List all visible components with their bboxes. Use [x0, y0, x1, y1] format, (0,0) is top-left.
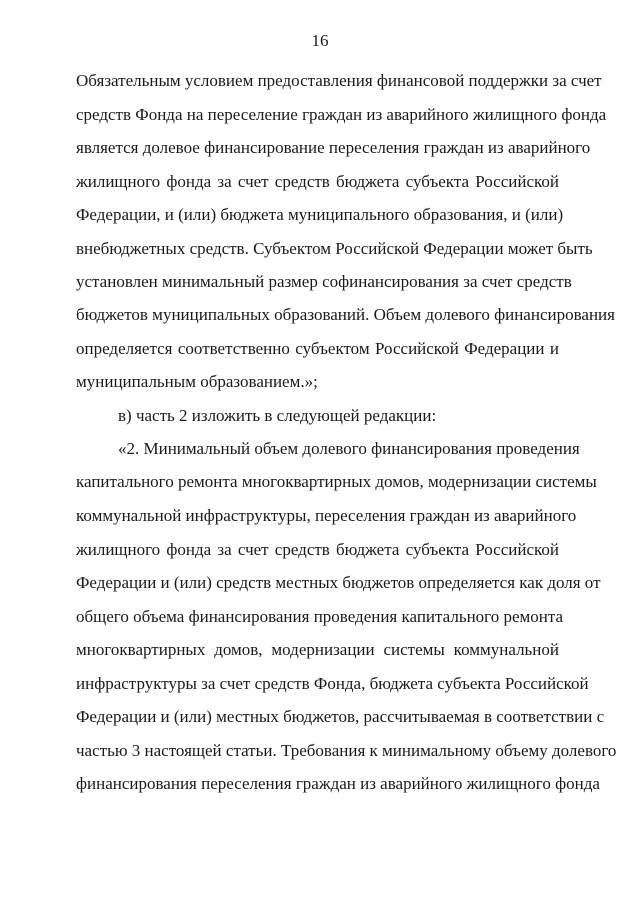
text-line: Обязательным условием предоставления финансовой поддержки за счет: [76, 71, 602, 90]
page-number: 16: [311, 31, 329, 50]
text-line: жилищного фонда за счет средств бюджета субъекта Российской: [76, 540, 559, 559]
text-line: бюджетов муниципальных образований. Объем долевого финансирования: [76, 305, 615, 324]
text-line: муниципальным образованием.»;: [76, 372, 318, 391]
text-line: определяется соответственно субъектом Российской Федерации и: [76, 339, 559, 358]
text-line: коммунальной инфраструктуры, переселения граждан из аварийного: [76, 506, 577, 525]
text-line: является долевое финансирование переселения граждан из аварийного: [76, 138, 591, 157]
text-line: капитального ремонта многоквартирных домов, модернизации системы: [76, 472, 597, 491]
text-line: инфраструктуры за счет средств Фонда, бюджета субъекта Российской: [76, 674, 589, 693]
text-line: Федерации и (или) средств местных бюджетов определяется как доля от: [76, 573, 601, 592]
text-line: общего объема финансирования проведения капитального ремонта: [76, 607, 564, 626]
text-line: частью 3 настоящей статьи. Требования к минимальному объему долевого: [76, 741, 617, 760]
text-line: многоквартирных домов, модернизации системы коммунальной: [76, 640, 559, 659]
text-line: Федерации и (или) местных бюджетов, рассчитываемая в соответствии с: [76, 707, 605, 726]
text-line: средств Фонда на переселение граждан из аварийного жилищного фонда: [76, 105, 607, 124]
text-line: установлен минимальный размер софинансирования за счет средств: [76, 272, 572, 291]
text-line: жилищного фонда за счет средств бюджета субъекта Российской: [76, 172, 559, 191]
text-line: финансирования переселения граждан из аварийного жилищного фонда: [76, 774, 600, 793]
text-line: в) часть 2 изложить в следующей редакции:: [118, 406, 437, 425]
text-line: внебюджетных средств. Субъектом Российской Федерации может быть: [76, 239, 593, 258]
text-line: Федерации, и (или) бюджета муниципального образования, и (или): [76, 205, 564, 224]
text-line: «2. Минимальный объем долевого финансирования проведения: [118, 439, 580, 458]
